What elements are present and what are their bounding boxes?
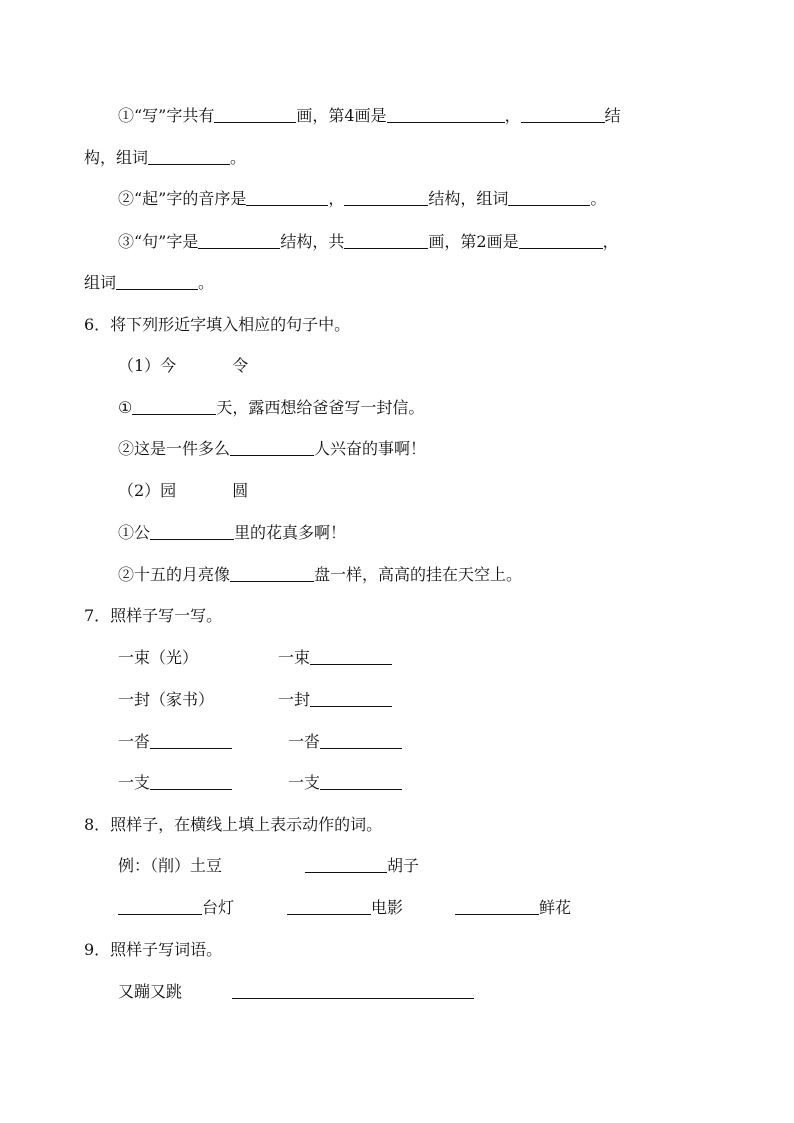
q6-title: 6．将下列形近字填入相应的句子中。 [84,315,351,334]
group-label: （2）园 [118,481,177,500]
answer-blank[interactable] [387,106,505,123]
q8-item-3 [287,896,403,920]
q6-sentence-2 [118,437,426,461]
q7-row-4-right [288,771,402,795]
answer-blank[interactable] [118,898,202,915]
q5-line-5 [84,271,214,295]
q8-title: 8．照样子，在横线上填上表示动作的词。 [84,815,383,834]
q7-row-2-right [278,688,392,712]
answer-blank[interactable] [150,773,232,790]
answer-blank[interactable] [320,773,402,790]
q5-line-3 [118,187,606,211]
q7-row-3-right [288,730,402,754]
q9-example: 又蹦又跳 [118,982,183,1001]
q5-text: 。 [590,189,607,208]
answer-blank[interactable] [230,439,314,456]
answer-blank[interactable] [455,898,539,915]
q6-sentence-3 [118,521,346,545]
answer-blank[interactable] [287,898,371,915]
answer-blank[interactable] [246,189,328,206]
sentence-text: 里的花真多啊！ [234,523,347,542]
q5-text: 结 [604,106,621,125]
q5-text: 组词 [84,273,117,292]
group-char: 令 [232,356,249,375]
q5-text: ， [602,232,619,251]
q6-sentence-1 [118,396,424,420]
q8-example: 例：（削）土豆 [118,856,223,875]
answer-blank[interactable] [214,106,296,123]
q5-text: 构，组词 [84,148,149,167]
q5-text: ③“句”字是 [118,232,199,251]
answer-blank[interactable] [519,232,603,249]
answer-blank[interactable] [508,189,590,206]
q8-item-1 [305,854,419,878]
q5-text: 画，第2画是 [428,232,519,251]
q6-group-2 [118,479,248,503]
answer-blank[interactable] [310,690,392,707]
measure-word: 一沓 [288,732,321,751]
measure-word: 一束 [278,648,311,667]
object-word: 胡子 [387,856,420,875]
answer-blank[interactable] [305,856,387,873]
answer-blank[interactable] [116,273,198,290]
sentence-text: 人兴奋的事啊！ [314,439,427,458]
sentence-text: ②十五的月亮像 [118,565,231,584]
object-word: 电影 [371,898,404,917]
q6-sentence-4 [118,563,522,587]
group-char: 圆 [232,481,249,500]
q5-text: ①“写”字共有 [118,106,215,125]
q5-text: 结构，组词 [428,189,509,208]
q5-line-1 [118,104,621,128]
q5-text: 结构，共 [280,232,345,251]
answer-blank[interactable] [150,732,232,749]
q8-item-4 [455,896,571,920]
measure-word: 一支 [288,773,321,792]
q7-row-2-left: 一封（家书） [118,690,215,709]
answer-blank[interactable] [132,398,216,415]
sentence-text: ②这是一件多么 [118,439,231,458]
sentence-text: ①公 [118,523,151,542]
q8-item-2 [118,896,234,920]
sentence-text: ① [118,398,133,417]
q7-row-3-left [118,730,232,754]
measure-word: 一支 [118,773,151,792]
q6-group-1 [118,354,248,378]
answer-blank[interactable] [521,106,605,123]
q5-text: ， [504,106,521,125]
q7-row-1-left: 一束（光） [118,648,199,667]
answer-blank[interactable] [344,189,428,206]
answer-blank[interactable] [320,732,402,749]
q5-text: 画，第4画是 [296,106,387,125]
q5-text: 。 [230,148,247,167]
sentence-text: 天，露西想给爸爸写一封信。 [216,398,425,417]
answer-blank[interactable] [150,523,234,540]
object-word: 鲜花 [539,898,572,917]
q7-title: 7．照样子写一写。 [84,606,223,625]
answer-blank[interactable] [232,982,474,999]
answer-blank[interactable] [310,648,392,665]
q5-line-2 [84,146,246,170]
object-word: 台灯 [202,898,235,917]
group-label: （1）今 [118,356,177,375]
q7-row-1-right [278,646,392,670]
q9-answer [232,980,474,1004]
measure-word: 一沓 [118,732,151,751]
answer-blank[interactable] [198,232,280,249]
q5-text: 。 [198,273,215,292]
measure-word: 一封 [278,690,311,709]
answer-blank[interactable] [344,232,428,249]
q5-text: ， [328,189,345,208]
q5-text: ②“起”字的音序是 [118,189,247,208]
sentence-text: 盘一样，高高的挂在天空上。 [314,565,523,584]
q7-row-4-left [118,771,232,795]
q5-line-4 [118,230,619,254]
q9-title: 9．照样子写词语。 [84,940,223,959]
answer-blank[interactable] [230,565,314,582]
answer-blank[interactable] [148,148,230,165]
